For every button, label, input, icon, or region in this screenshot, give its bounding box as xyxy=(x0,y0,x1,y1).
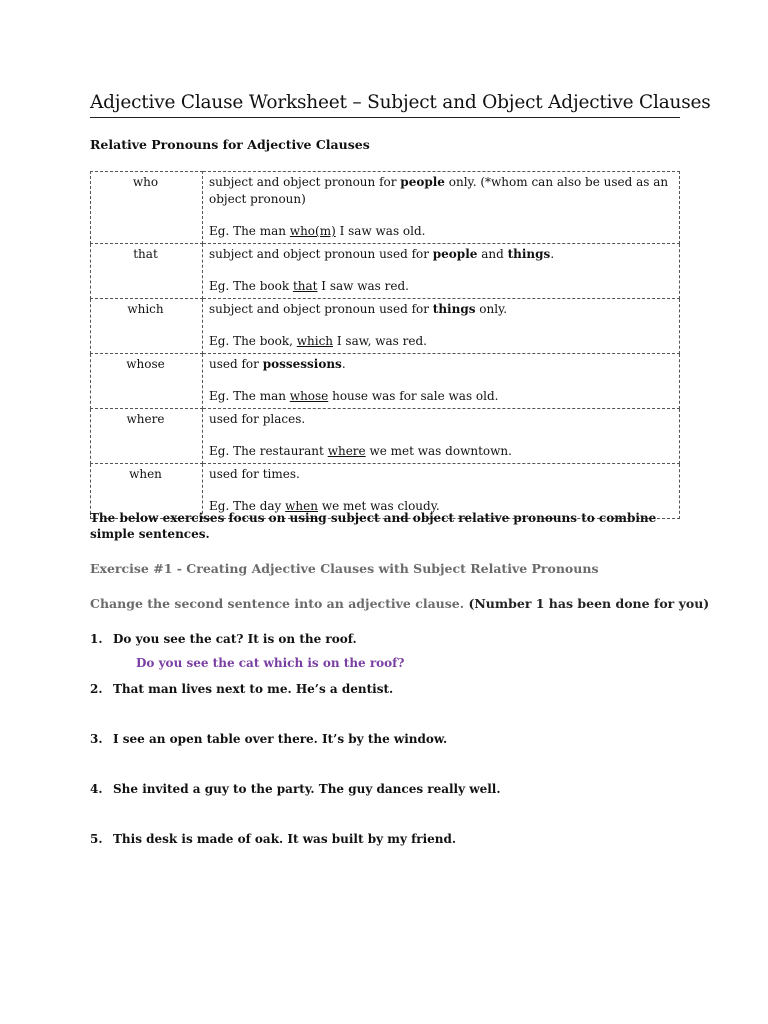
description-cell xyxy=(203,298,680,353)
pronoun-cell: whose xyxy=(91,353,203,408)
exercise-item xyxy=(90,732,447,746)
example-text: Eg. The book, xyxy=(209,334,297,348)
example-text: house was for sale was old. xyxy=(328,389,499,403)
description-text: subject and object pronoun used for xyxy=(209,246,433,261)
description-text: only. (*whom can also be used as an object pronoun) xyxy=(209,175,669,206)
description-emphasis: possessions xyxy=(262,356,342,371)
example-text: Eg. The day xyxy=(209,499,286,513)
description-cell xyxy=(203,353,680,408)
item-number: 2. xyxy=(90,682,103,696)
instruction-note: (Number 1 has been done for you) xyxy=(468,596,710,611)
table-row xyxy=(91,298,680,353)
example-pronoun: that xyxy=(292,279,318,293)
example-pronoun: who(m) xyxy=(289,224,336,238)
pronoun-cell: that xyxy=(91,243,203,298)
description-text: . xyxy=(550,246,555,261)
item-text: I see an open table over there. It’s by the window. xyxy=(113,732,448,746)
pronoun-cell: which xyxy=(91,298,203,353)
instruction-text: Change the second sentence into an adjective clause. xyxy=(90,596,465,611)
exercise-item xyxy=(90,632,357,646)
description-text: used for xyxy=(209,356,263,371)
description-text: and xyxy=(477,246,508,261)
exercise-item xyxy=(90,782,501,796)
example-text: Eg. The book xyxy=(209,279,293,293)
description-text: . xyxy=(341,356,346,371)
description-text: only. xyxy=(475,301,508,316)
description-emphasis: people xyxy=(400,175,445,189)
description-text: subject and object pronoun for xyxy=(209,175,401,189)
table-row xyxy=(91,408,680,463)
exercise-item xyxy=(90,832,456,846)
example-text: Eg. The restaurant xyxy=(209,444,328,458)
description-text: used for times. xyxy=(209,466,300,481)
example-text: I saw was red. xyxy=(317,279,409,293)
pronoun-cell: where xyxy=(91,408,203,463)
example-answer: Do you see the cat which is on the roof? xyxy=(136,656,405,670)
example-text: Eg. The man xyxy=(209,224,290,238)
exercise-1-instruction xyxy=(90,596,709,611)
description-emphasis: things xyxy=(432,301,476,316)
example-text: we met was downtown. xyxy=(365,444,512,458)
example-pronoun: when xyxy=(285,499,318,513)
table-row xyxy=(91,172,680,244)
relative-pronouns-table xyxy=(90,171,680,519)
example-text: we met was cloudy. xyxy=(318,499,440,513)
example-sentence xyxy=(209,278,673,295)
example-text: Eg. The man xyxy=(209,389,290,403)
table-heading: Relative Pronouns for Adjective Clauses xyxy=(90,137,370,152)
table-row xyxy=(91,243,680,298)
item-number: 5. xyxy=(90,832,103,846)
example-pronoun: whose xyxy=(289,389,329,403)
item-number: 4. xyxy=(90,782,103,796)
item-text: This desk is made of oak. It was built by my friend. xyxy=(113,832,457,846)
pronoun-cell: who xyxy=(91,172,203,244)
item-number: 1. xyxy=(90,632,103,646)
exercise-item xyxy=(90,682,393,696)
example-sentence xyxy=(209,333,673,350)
description-cell xyxy=(203,243,680,298)
description-emphasis: people xyxy=(432,246,478,261)
description-cell xyxy=(203,408,680,463)
example-sentence xyxy=(209,223,673,240)
item-text: Do you see the cat? It is on the roof. xyxy=(113,632,357,646)
item-text: That man lives next to me. He’s a dentist. xyxy=(113,682,394,696)
description-cell xyxy=(203,172,680,244)
example-text: I saw, was red. xyxy=(333,334,427,348)
example-pronoun: where xyxy=(327,444,366,458)
description-emphasis: things xyxy=(507,246,551,261)
description-text: used for places. xyxy=(209,411,306,426)
exercises-intro: The below exercises focus on using subject and object relative pronouns to combine simple sentences. xyxy=(90,511,657,541)
page-title: Adjective Clause Worksheet – Subject and Object Adjective Clauses xyxy=(90,92,680,118)
exercise-1-heading: Exercise #1 - Creating Adjective Clauses with Subject Relative Pronouns xyxy=(90,561,599,576)
pronoun-cell: when xyxy=(91,463,203,518)
example-text: I saw was old. xyxy=(335,224,426,238)
description-text: subject and object pronoun used for xyxy=(209,301,433,316)
item-text: She invited a guy to the party. The guy dances really well. xyxy=(113,782,501,796)
example-sentence xyxy=(209,443,673,460)
example-pronoun: which xyxy=(296,334,334,348)
item-number: 3. xyxy=(90,732,103,746)
table-row xyxy=(91,353,680,408)
example-sentence xyxy=(209,388,673,405)
